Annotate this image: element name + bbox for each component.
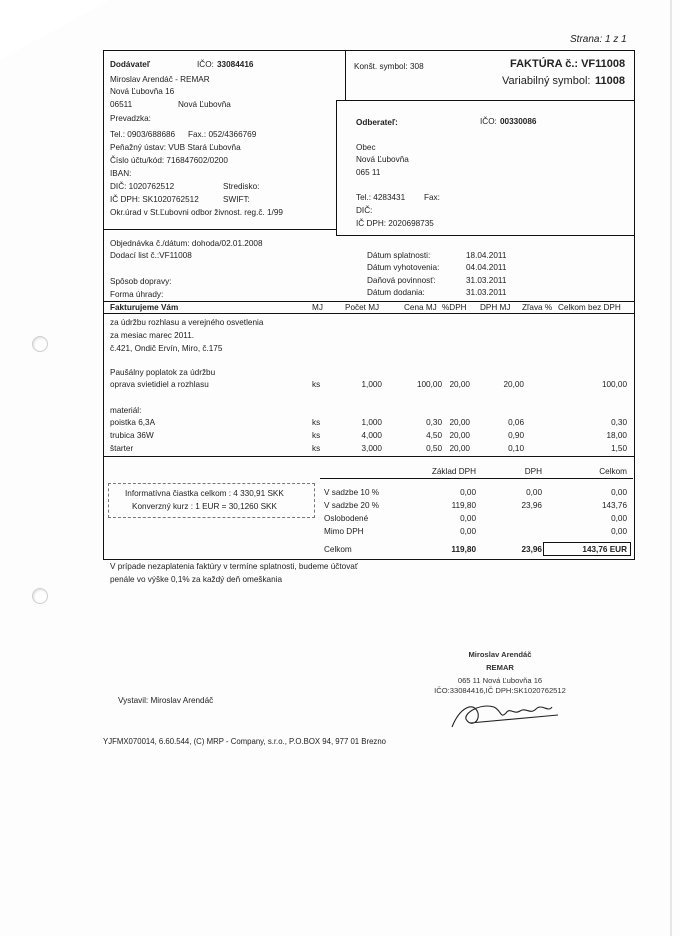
row-mj: ks — [312, 431, 321, 440]
item-text-line: za údržbu rozhlasu a verejného osvetlenia — [110, 318, 264, 327]
row-vat-mj: 0,06 — [508, 418, 524, 427]
col-header-vat: %DPH — [442, 303, 467, 312]
stamp-company: REMAR — [486, 663, 514, 672]
issued-by: Vystavil: Miroslav Arendáč — [118, 696, 214, 705]
supplier-iban: IBAN: — [110, 169, 132, 178]
item-text-line: č.421, Ondič Ervín, Miro, č.175 — [110, 344, 223, 353]
customer-fax: Fax: — [424, 193, 440, 202]
row-vat-mj: 0,90 — [508, 431, 524, 440]
summary-vat: 23,96 — [521, 501, 542, 510]
summary-label: Oslobodené — [324, 514, 369, 523]
supplier-zip: 06511 — [110, 100, 133, 109]
row-vat: 20,00 — [449, 431, 470, 440]
row-desc: štarter — [110, 444, 134, 453]
customer-name: Obec — [356, 143, 376, 152]
variable-symbol-label: Variabilný symbol: — [502, 75, 591, 87]
supplier-city: Nová Ľubovňa — [178, 100, 231, 109]
supplier-label: Dodávateľ — [110, 60, 151, 69]
summary-header-line — [320, 478, 633, 479]
col-header-mj: MJ — [312, 303, 323, 312]
summary-total: 0,00 — [611, 488, 627, 497]
supplier-phone: Tel.: 0903/688686 — [110, 130, 176, 139]
summary-label: Mimo DPH — [324, 527, 364, 536]
summary-header-base: Základ DPH — [431, 467, 476, 476]
row-vat-mj: 20,00 — [503, 380, 524, 389]
customer-city: Nová Ľubovňa — [356, 155, 409, 164]
footer-text: YJFMX070014, 6.60.544, (C) MRP - Company, s.r.o., P.O.BOX 94, 977 01 Brezno — [103, 737, 386, 746]
signature — [440, 693, 570, 733]
row-price: 0,30 — [426, 418, 442, 427]
punch-hole-bottom — [32, 588, 48, 604]
row-vat: 20,00 — [449, 444, 470, 453]
table-top-line — [103, 301, 634, 302]
info-sum: Informatívna čiastka celkom : 4 330,91 SKK — [125, 489, 284, 498]
summary-label: V sadzbe 10 % — [324, 488, 380, 497]
customer-ico-label: IČO: — [480, 117, 497, 126]
supplier-bottom-line — [103, 229, 336, 230]
supplier-register: Okr.úrad v St.Ľubovni odbor živnost. reg.č. 1/99 — [110, 208, 283, 217]
row-total: 0,30 — [611, 418, 627, 427]
supplier-street: Nová Ľubovňa 16 — [110, 87, 175, 96]
konst-symbol: Konšt. symbol: 308 — [354, 62, 424, 71]
row-vat: 20,00 — [449, 380, 470, 389]
folded-corner — [0, 0, 110, 60]
summary-total: 143,76 — [601, 501, 627, 510]
order-number: Objednávka č./dátum: dohoda/02.01.2008 — [110, 239, 263, 248]
row-price: 0,50 — [426, 444, 442, 453]
stamp-name: Miroslav Arendáč — [468, 650, 532, 659]
page-number: Strana: 1 z 1 — [570, 34, 627, 45]
supplier-bank: Peňažný ústav: VUB Stará Ľubovňa — [110, 143, 241, 152]
page-edge — [670, 0, 672, 936]
penalty-line: V prípade nezaplatenia faktúry v termíne splatnosti, budeme účtovať — [110, 562, 358, 571]
summary-header-vat: DPH — [524, 467, 542, 476]
info-rate: Konverzný kurz : 1 EUR = 30,1260 SKK — [132, 502, 277, 511]
grand-total-vat: 23,96 — [521, 545, 542, 554]
row-desc: trubica 36W — [110, 431, 154, 440]
transport-method: Spôsob dopravy: — [110, 277, 172, 286]
supplier-account: Číslo účtu/kód: 716847602/0200 — [110, 156, 228, 165]
row-total: 100,00 — [601, 380, 627, 389]
row-total: 1,50 — [611, 444, 627, 453]
supplier-ico: 33084416 — [217, 60, 254, 69]
row-price: 4,50 — [426, 431, 442, 440]
customer-dic: DIČ: — [356, 206, 373, 215]
delivery-note: Dodací list č.:VF11008 — [110, 251, 192, 260]
customer-phone: Tel.: 4283431 — [356, 193, 406, 202]
date-value: 31.03.2011 — [466, 276, 507, 285]
punch-hole-top — [32, 336, 48, 352]
supplier-stredisko: Stredisko: — [223, 182, 260, 191]
date-label: Dátum dodania: — [367, 288, 425, 297]
row-desc: oprava svietidiel a rozhlasu — [110, 380, 209, 389]
summary-total: 0,00 — [611, 514, 627, 523]
items-end-line — [103, 456, 634, 457]
row-price: 100,00 — [416, 380, 442, 389]
row-vat: 20,00 — [449, 418, 470, 427]
row-mj: ks — [312, 444, 321, 453]
grand-total-base: 119,80 — [451, 545, 476, 554]
supplier-ico-label: IČO: — [197, 60, 214, 69]
header-divider — [345, 50, 346, 100]
col-header-discount: Zľava % — [522, 303, 553, 312]
customer-ic-dph: IČ DPH: 2020698735 — [356, 219, 434, 228]
date-label: Dátum vyhotovenia: — [367, 263, 440, 272]
summary-base: 119,80 — [451, 501, 476, 510]
supplier-swift: SWIFT: — [223, 195, 250, 204]
date-label: Dátum splatnosti: — [367, 251, 431, 260]
supplier-ic-dph: IČ DPH: SK1020762512 — [110, 195, 199, 204]
summary-label: V sadzbe 20 % — [324, 501, 380, 510]
customer-zip: 065 11 — [356, 168, 381, 177]
summary-base: 0,00 — [460, 488, 476, 497]
grand-total: 143,76 EUR — [582, 545, 627, 554]
row-mj: ks — [312, 418, 321, 427]
summary-header-total: Celkom — [599, 467, 627, 476]
penalty-line: penále vo výške 0,1% za každý deň omeškania — [110, 575, 283, 584]
row-mj: ks — [312, 380, 321, 389]
row-vat-mj: 0,10 — [508, 444, 524, 453]
item-text-line: za mesiac marec 2011. — [110, 331, 195, 340]
supplier-dic: DIČ: 1020762512 — [110, 182, 175, 191]
payment-method: Forma úhrady: — [110, 290, 164, 299]
col-header-qty: Počet MJ — [345, 303, 380, 312]
col-header-price: Cena MJ — [404, 303, 437, 312]
supplier-name: Miroslav Arendáč - REMAR — [110, 75, 210, 84]
date-label: Daňová povinnosť: — [367, 276, 436, 285]
variable-symbol: 11008 — [595, 75, 625, 87]
date-value: 04.04.2011 — [466, 263, 507, 272]
invoice-title: FAKTÚRA č.: VF11008 — [510, 58, 626, 70]
supplier-prevadzka: Prevadzka: — [110, 114, 151, 123]
material-label: materiál: — [110, 406, 142, 415]
table-header-line — [103, 313, 634, 314]
summary-base: 0,00 — [460, 514, 476, 523]
col-header-vat-mj: DPH MJ — [480, 303, 511, 312]
date-value: 31.03.2011 — [466, 288, 507, 297]
stamp-address: 065 11 Nová Ľubovňa 16 — [457, 676, 543, 685]
row-qty: 4,000 — [361, 431, 382, 440]
grand-total-label: Celkom — [324, 545, 352, 554]
stamp-ids: IČO:33084416,IČ DPH:SK1020762512 — [434, 686, 566, 695]
row-qty: 1,000 — [361, 418, 382, 427]
date-value: 18.04.2011 — [466, 251, 507, 260]
customer-label: Odberateľ: — [356, 118, 398, 127]
row-qty: 1,000 — [361, 380, 382, 389]
row-qty: 3,000 — [361, 444, 382, 453]
summary-base: 0,00 — [460, 527, 476, 536]
col-header-desc: Fakturujeme Vám — [110, 303, 179, 312]
row-desc: poistka 6,3A — [110, 418, 156, 427]
supplier-fax: Fax.: 052/4366769 — [188, 130, 257, 139]
row-total: 18,00 — [606, 431, 627, 440]
summary-total: 0,00 — [611, 527, 627, 536]
customer-ico: 00330086 — [500, 117, 537, 126]
item-text-line: Paušálny poplatok za údržbu — [110, 368, 216, 377]
col-header-total: Celkom bez DPH — [558, 303, 621, 312]
summary-vat: 0,00 — [526, 488, 542, 497]
